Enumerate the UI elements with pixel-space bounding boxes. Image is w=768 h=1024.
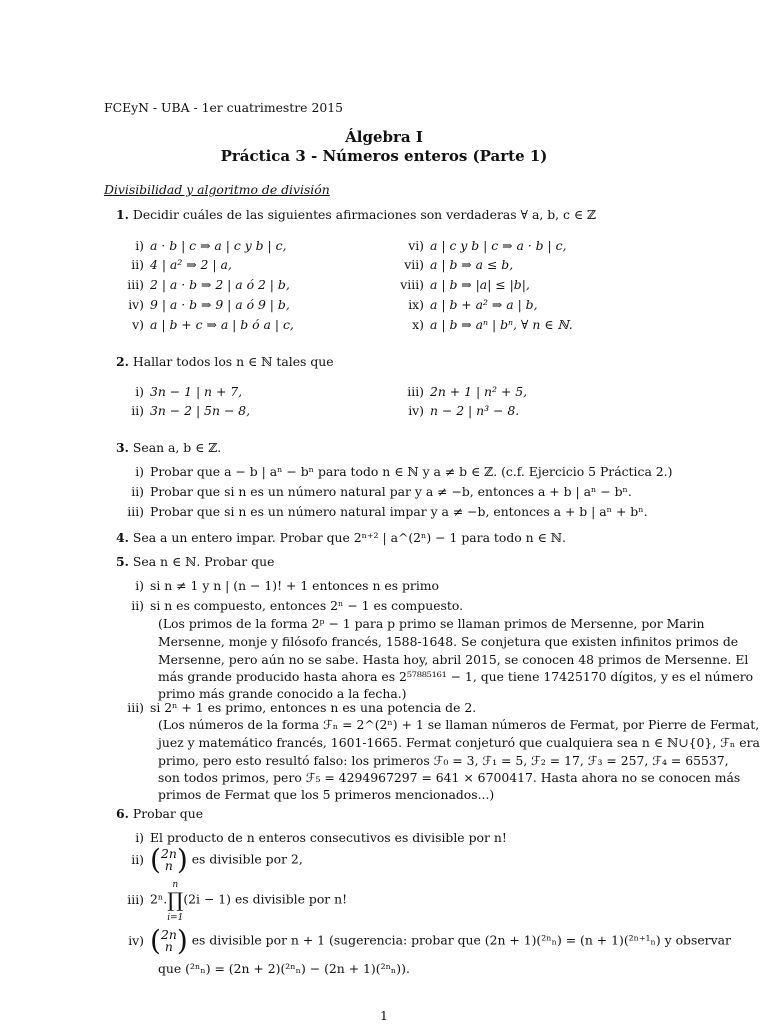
item-label: x) xyxy=(412,317,424,332)
ex5-item xyxy=(110,702,476,714)
ex2-item xyxy=(390,405,519,417)
item-label: v) xyxy=(132,317,144,332)
exercise-text: Hallar todos los n ∈ ℕ tales que xyxy=(132,354,334,369)
item-text: Probar que si n es un número natural impar y a ≠ −b, entonces a + b | aⁿ + bⁿ. xyxy=(150,504,648,519)
ex5-item xyxy=(110,580,439,592)
item-label: iii) xyxy=(127,700,144,715)
item-label: iii) xyxy=(407,384,424,399)
item-label: ii) xyxy=(131,403,144,418)
item-label: iii) xyxy=(127,891,144,907)
ex3-item xyxy=(110,466,672,478)
item-text: 3n − 1 | n + 7, xyxy=(150,384,243,399)
exercise-6 xyxy=(116,808,203,820)
item-label: ii) xyxy=(131,484,144,499)
binom-top: 2n xyxy=(160,926,177,942)
item-label: iii) xyxy=(127,504,144,519)
item-text: 4 | a² ⇒ 2 | a, xyxy=(150,257,232,272)
item-label: ii) xyxy=(131,257,144,272)
item-label: ii) xyxy=(131,851,144,867)
ex1-item xyxy=(110,259,232,271)
item-text: n − 2 | n³ − 8. xyxy=(430,403,520,418)
item-text: si n es compuesto, entonces 2ⁿ − 1 es compuesto. xyxy=(150,598,464,613)
item-pre: 2ⁿ. xyxy=(150,891,168,907)
note-line: (Los primos de la forma 2ᵖ − 1 para p primo se llaman primos de Mersenne, por Marin xyxy=(158,616,705,631)
page-number: 1 xyxy=(380,1008,388,1023)
ex2-item xyxy=(390,386,527,398)
item-text: 2 | a · b ⇒ 2 | a ó 2 | b, xyxy=(150,277,290,292)
title-line2: Práctica 3 - Números enteros (Parte 1) xyxy=(220,147,548,165)
section-heading: Divisibilidad y algoritmo de división xyxy=(104,182,330,197)
paren-left: ( xyxy=(150,843,161,876)
note-line: Mersenne, monje y filósofo francés, 1588-1648. Se conjetura que existen infinitos primos de xyxy=(158,634,739,649)
item-text: a | b + c ⇒ a | b ó a | c, xyxy=(150,317,294,332)
ex1-item xyxy=(110,299,290,311)
exercise-number: 4. xyxy=(116,530,129,545)
exercise-5 xyxy=(116,556,274,568)
ex1-item xyxy=(110,240,287,252)
item-text: 2n + 1 | n² + 5, xyxy=(430,384,528,399)
exercise-number: 1. xyxy=(116,207,129,222)
course-header: FCEyN - UBA - 1er cuatrimestre 2015 xyxy=(104,100,343,115)
item-label: iii) xyxy=(127,277,144,292)
item-text: a | b + a² ⇒ a | b, xyxy=(430,297,538,312)
item-text: a | b ⇒ a ≤ b, xyxy=(430,257,514,272)
title-line1: Álgebra I xyxy=(345,128,423,146)
exercise-text: Sea n ∈ ℕ. Probar que xyxy=(132,554,275,569)
note-line: juez y matemático francés, 1601-1665. Fermat conjeturó que cualquiera sea n ∈ ℕ∪{0}, ℱₙ era xyxy=(158,735,760,750)
item-label: vi) xyxy=(408,238,424,253)
ex6-item xyxy=(110,924,731,957)
ex5-item xyxy=(110,600,463,612)
item-label: ix) xyxy=(408,297,424,312)
item-label: vii) xyxy=(404,257,424,272)
item-label: i) xyxy=(135,384,144,399)
item-text: a · b | c ⇒ a | c y b | c, xyxy=(150,238,287,253)
item-text: (2i − 1) es divisible por n! xyxy=(183,891,348,907)
note-line: más grande producido hasta ahora es 2⁵⁷⁸⁸⁵¹⁶¹ − 1, que tiene 17425170 dígitos, y es el número xyxy=(158,669,754,684)
note-line: son todos primos, pero ℱ₅ = 4294967297 = 641 × 6700417. Hasta ahora no se conocen más xyxy=(158,770,741,785)
item-label: iv) xyxy=(128,297,144,312)
binomial xyxy=(160,926,177,954)
ex6-item xyxy=(110,832,507,844)
prod-top: n xyxy=(172,880,179,890)
item-text: si 2ⁿ + 1 es primo, entonces n es una potencia de 2. xyxy=(150,700,477,715)
ex1-item xyxy=(110,279,290,291)
item-label: iv) xyxy=(128,932,144,948)
binomial xyxy=(160,845,177,873)
ex3-item xyxy=(110,486,632,498)
ex1-item xyxy=(390,240,567,252)
exercise-text: Sean a, b ∈ ℤ. xyxy=(132,440,222,455)
item-label: i) xyxy=(135,578,144,593)
item-text: Probar que a − b | aⁿ − bⁿ para todo n ∈ ℕ y a ≠ b ∈ ℤ. (c.f. Ejercicio 5 Práctica 2.) xyxy=(150,464,673,479)
ex1-item xyxy=(390,319,573,331)
exercise-number: 2. xyxy=(116,354,129,369)
item-text: 3n − 2 | 5n − 8, xyxy=(150,403,251,418)
exercise-text: Sea a un entero impar. Probar que 2ⁿ⁺² | a^(2ⁿ) − 1 para todo n ∈ ℕ. xyxy=(132,530,566,545)
exercise-3 xyxy=(116,442,221,454)
ex6-item xyxy=(110,843,303,876)
ex2-item xyxy=(110,405,250,417)
item-text: si n ≠ 1 y n | (n − 1)! + 1 entonces n es primo xyxy=(150,578,440,593)
ex1-item xyxy=(390,259,513,271)
item-text: a | c y b | c ⇒ a · b | c, xyxy=(430,238,567,253)
ex3-item xyxy=(110,506,648,518)
exercise-4 xyxy=(116,532,566,544)
note-line: (Los números de la forma ℱₙ = 2^(2ⁿ) + 1 se llaman números de Fermat, por Pierre de Fermat, xyxy=(158,717,760,732)
ex2-item xyxy=(110,386,242,398)
exercise-number: 3. xyxy=(116,440,129,455)
note-line: Mersenne, pero aún no se sabe. Hasta hoy, abril 2015, se conocen 48 primos de Mersenne. El xyxy=(158,652,749,667)
item-text: El producto de n enteros consecutivos es divisible por n! xyxy=(150,830,507,845)
item-label: i) xyxy=(135,830,144,845)
item-continuation: que (²ⁿₙ) = (2n + 2)(²ⁿₙ) − (2n + 1)(²ⁿₙ)). xyxy=(158,961,410,976)
exercise-number: 5. xyxy=(116,554,129,569)
product-symbol xyxy=(167,877,183,923)
item-label: i) xyxy=(135,238,144,253)
paren-left: ( xyxy=(150,924,161,957)
item-text: es divisible por n + 1 (sugerencia: probar que (2n + 1)(²ⁿₙ) = (n + 1)(²ⁿ⁺¹ₙ) y observar xyxy=(191,932,731,948)
exercise-text: Decidir cuáles de las siguientes afirmaciones son verdaderas ∀ a, b, c ∈ ℤ xyxy=(132,207,597,222)
paren-right: ) xyxy=(176,843,188,876)
ex6-item xyxy=(110,877,347,923)
item-text: a | b ⇒ |a| ≤ |b|, xyxy=(430,277,530,292)
binom-bot: n xyxy=(164,858,173,873)
prod-bot: i=1 xyxy=(167,913,184,923)
exercise-number: 6. xyxy=(116,806,129,821)
item-text: a | b ⇒ aⁿ | bⁿ, ∀ n ∈ ℕ. xyxy=(430,317,573,332)
binom-top: 2n xyxy=(160,845,177,861)
ex1-item xyxy=(390,279,530,291)
note-line: primo, pero esto resultó falso: los primeros ℱ₀ = 3, ℱ₁ = 5, ℱ₂ = 17, ℱ₃ = 257, ℱ₄ = 65537, xyxy=(158,753,729,768)
item-text: 9 | a · b ⇒ 9 | a ó 9 | b, xyxy=(150,297,290,312)
item-label: ii) xyxy=(131,598,144,613)
ex1-item xyxy=(110,319,294,331)
item-text: Probar que si n es un número natural par y a ≠ −b, entonces a + b | aⁿ − bⁿ. xyxy=(150,484,632,499)
prod-sign: ∏ xyxy=(167,888,184,912)
paren-right: ) xyxy=(176,924,188,957)
exercise-text: Probar que xyxy=(132,806,204,821)
item-text: es divisible por 2, xyxy=(191,851,303,867)
item-label: iv) xyxy=(408,403,424,418)
binom-bot: n xyxy=(164,939,173,954)
note-line: primos de Fermat que los 5 primeros mencionados...) xyxy=(158,787,495,802)
item-label: i) xyxy=(135,464,144,479)
note-line: primo más grande conocido a la fecha.) xyxy=(158,686,407,701)
exercise-1 xyxy=(116,209,596,221)
ex1-item xyxy=(390,299,538,311)
item-label: viii) xyxy=(400,277,424,292)
exercise-2 xyxy=(116,356,334,368)
